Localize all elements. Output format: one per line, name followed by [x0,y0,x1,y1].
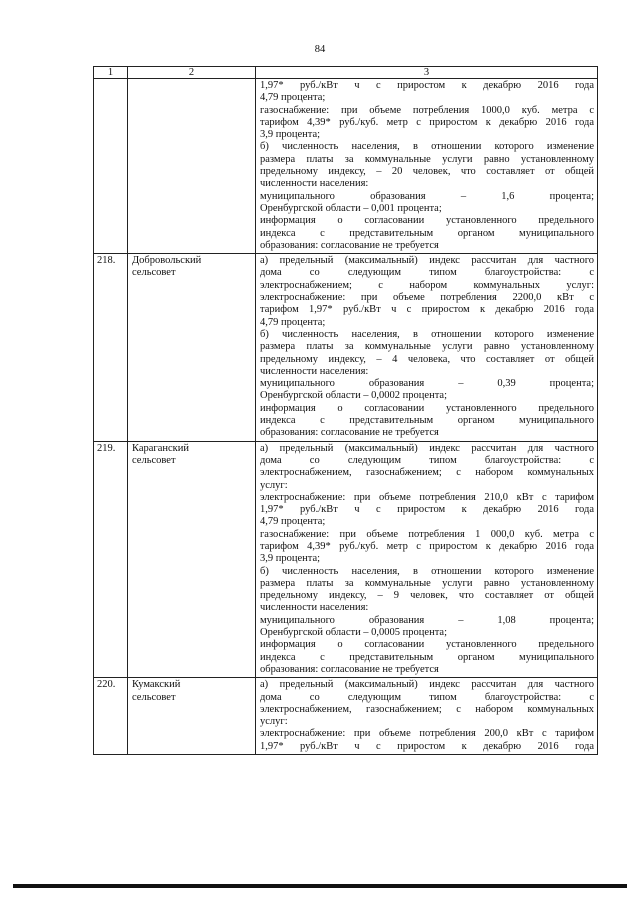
description-line: размера платы за коммунальные услуги равно установленному [260,153,594,165]
description-line: размера платы за коммунальные услуги равно установленному [260,577,594,589]
municipality-name-line: сельсовет [132,267,176,279]
description-line: услуг: [260,716,288,728]
description-line: газоснабжение: при объеме потребления 1 000,0 куб. метра с [260,528,594,540]
description-line: 1,97* руб./кВт ч с приростом к декабрю 2016 года [260,740,594,752]
header-col-3: 3 [256,67,598,79]
municipality-name [128,441,256,678]
municipality-name-line: Караганский [132,442,190,454]
municipality-name-line: Кумакский [132,679,181,691]
description-line: 1,97* руб./кВт ч с приростом к декабрю 2016 года [260,504,594,516]
description-line: муниципального образования – 1,6 процента; [260,190,594,202]
description-line: индекса с представительным органом муниципального [260,227,594,239]
description-line: предельному индексу, – 20 человек, что составляет от общей [260,166,594,178]
description-line: численности населения: [260,178,369,190]
table-header-row [94,67,598,79]
tariff-table [93,66,598,755]
description-line: предельному индексу, – 4 человека, что составляет от общей [260,353,594,365]
description-line: дома со следующим типом благоустройства: с [260,454,594,466]
header-col-1: 1 [94,67,128,79]
description-line: услуг: [260,479,288,491]
description-line: тарифом 4,39* руб./куб. метр с приростом к декабрю 2016 года [260,116,594,128]
municipality-name [128,254,256,441]
table-row [94,678,598,755]
row-number: 219. [94,441,128,678]
table-row [94,254,598,441]
description-line: а) предельный (максимальный) индекс рассчитан для частного [260,679,594,691]
description-line: электроснабжение: при объеме потребления 210,0 кВт с тарифом [260,491,594,503]
description-line: Оренбургской области – 0,0005 процента; [260,627,447,639]
row-number: 220. [94,678,128,755]
index-description [256,79,598,254]
description-line: информация о согласовании установленного предельного [260,402,594,414]
description-line: Оренбургской области – 0,0002 процента; [260,390,447,402]
description-line: 3,9 процента; [260,129,321,141]
description-line: 4,79 процента; [260,316,326,328]
description-line: предельному индексу, – 9 человек, что составляет от общей [260,590,594,602]
municipality-name-line: сельсовет [132,691,176,703]
description-line: индекса с представительным органом муниципального [260,415,594,427]
description-line: образования: согласование не требуется [260,663,439,675]
description-line: электроснабжением, газоснабжением; с набором коммунальных [260,703,594,715]
municipality-name-line: Добровольский [132,255,202,267]
table-row [94,79,598,254]
description-line: образования: согласование не требуется [260,427,439,439]
municipality-name [128,79,256,254]
description-line: муниципального образования – 1,08 процента; [260,614,594,626]
description-line: а) предельный (максимальный) индекс рассчитан для частного [260,255,594,267]
description-line: 1,97* руб./кВт ч с приростом к декабрю 2016 года [260,80,594,91]
description-line: численности населения: [260,365,369,377]
description-line: информация о согласовании установленного предельного [260,215,594,227]
description-line: б) численность населения, в отношении которого изменение [260,141,594,153]
description-line: муниципального образования – 0,39 процента; [260,378,594,390]
description-line: газоснабжение: при объеме потребления 1000,0 куб. метра с [260,104,594,116]
description-line: численности населения: [260,602,369,614]
table-row [94,441,598,678]
description-line: 4,79 процента; [260,92,326,104]
description-line: б) численность населения, в отношении которого изменение [260,565,594,577]
index-description [256,678,598,755]
municipality-name-line: сельсовет [132,454,176,466]
description-line: а) предельный (максимальный) индекс рассчитан для частного [260,442,594,454]
description-line: Оренбургской области – 0,001 процента; [260,202,442,214]
description-line: электроснабжение: при объеме потребления 2200,0 кВт с [260,292,594,304]
description-line: дома со следующим типом благоустройства: с [260,267,594,279]
footer-rule [13,884,627,888]
table-body [94,79,598,755]
description-line: 3,9 процента; [260,553,321,565]
description-line: электроснабжение: при объеме потребления 200,0 кВт с тарифом [260,728,594,740]
description-line: тарифом 1,97* руб./кВт ч с приростом к декабрю 2016 года [260,304,594,316]
row-number [94,79,128,254]
municipality-name [128,678,256,755]
description-line: дома со следующим типом благоустройства: с [260,691,594,703]
row-number: 218. [94,254,128,441]
description-line: электроснабжением, газоснабжением; с набором коммунальных [260,467,594,479]
description-line: образования: согласование не требуется [260,239,439,251]
description-line: индекса с представительным органом муниципального [260,651,594,663]
header-col-2: 2 [128,67,256,79]
description-line: информация о согласовании установленного предельного [260,639,594,651]
index-description [256,254,598,441]
index-description [256,441,598,678]
description-line: размера платы за коммунальные услуги равно установленному [260,341,594,353]
description-line: 4,79 процента; [260,516,326,528]
description-line: электроснабжением; с набором коммунальных услуг: [260,279,594,291]
page-number: 84 [314,44,326,55]
description-line: б) численность населения, в отношении которого изменение [260,328,594,340]
description-line: тарифом 4,39* руб./куб. метр с приростом к декабрю 2016 года [260,540,594,552]
